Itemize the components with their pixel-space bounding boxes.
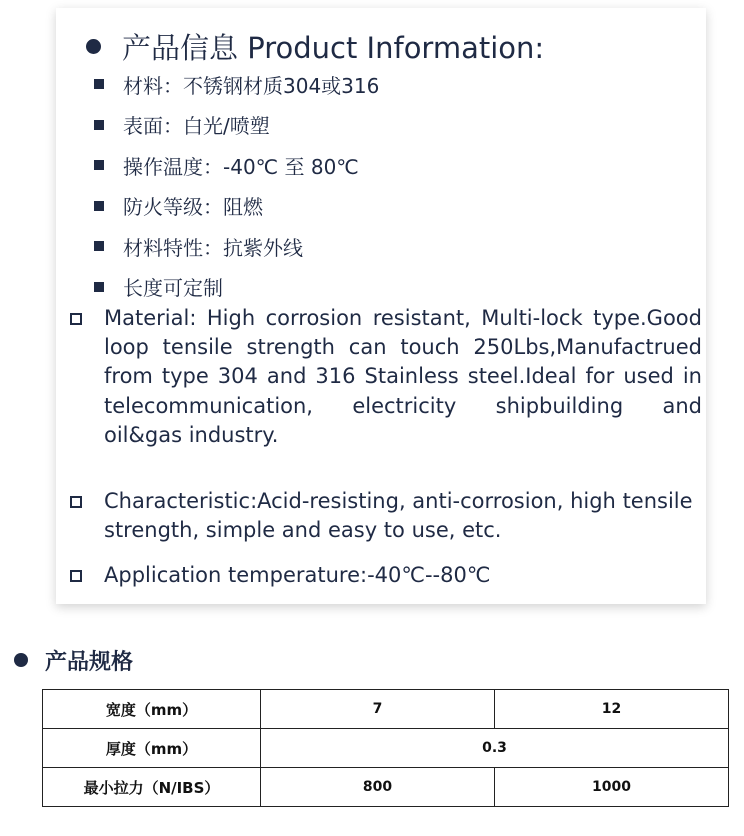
spec-value-cell: 0.3 [261, 729, 729, 768]
bullet-dot-icon [86, 39, 101, 54]
spec-table [42, 689, 729, 807]
spec-label-cell: 宽度（mm） [43, 690, 261, 729]
square-bullet-icon [94, 201, 104, 211]
table-row [43, 729, 729, 768]
spec-value-cell: 1000 [495, 768, 729, 807]
spec-label-cell: 最小拉力（N/IBS） [43, 768, 261, 807]
feature-text: 防火等级：阻燃 [123, 195, 263, 220]
english-paragraph-characteristic [70, 487, 702, 545]
english-paragraph-material [70, 304, 702, 450]
square-bullet-icon [94, 120, 104, 130]
feature-text: 表面：白光/喷塑 [123, 114, 270, 139]
square-bullet-icon [94, 160, 104, 170]
paragraph-line: tensile strength, simple and easy to use, etc. [104, 489, 693, 543]
chinese-feature-list [94, 64, 379, 307]
paragraph-line: Stainless steel.Ideal for used in [364, 364, 702, 389]
list-item [94, 145, 379, 186]
feature-text: 材料特性：抗紫外线 [123, 235, 303, 260]
bullet-dot-icon [14, 653, 28, 667]
spec-value-cell: 12 [495, 690, 729, 729]
spec-value-cell: 800 [261, 768, 495, 807]
spec-title: 产品规格 [45, 649, 134, 675]
feature-text: 材料：不锈钢材质304或316 [123, 73, 380, 98]
list-item [94, 186, 379, 227]
list-item [94, 226, 379, 267]
table-row [43, 768, 729, 807]
paragraph-line: Characteristic:Acid-resisting, anti-corrosion, high [104, 489, 616, 513]
list-item [94, 64, 379, 105]
product-info-heading [86, 24, 544, 68]
paragraph-line: Application temperature:-40℃--80℃ [104, 563, 491, 587]
square-bullet-icon [94, 241, 104, 251]
hollow-square-bullet-icon [70, 496, 82, 508]
paragraph-line: oil&gas industry. [104, 422, 279, 447]
hollow-square-bullet-icon [70, 313, 82, 325]
product-info-title: 产品信息 Product Information: [122, 30, 545, 65]
list-item [94, 105, 379, 146]
english-paragraph-temperature [70, 561, 702, 590]
hollow-square-bullet-icon [70, 570, 82, 582]
spec-heading [14, 640, 133, 680]
table-row [43, 690, 729, 729]
paragraph-line: 250Lbs,Manufactrued from type 304 and 316 [104, 335, 702, 389]
paragraph-line: telecommunication, electricity shipbuilding and [104, 393, 702, 418]
square-bullet-icon [94, 79, 104, 89]
spec-value-cell: 7 [261, 690, 495, 729]
product-info-card [56, 8, 706, 604]
paragraph-line: type.Good loop tensile strength can touch [104, 306, 702, 360]
spec-label-cell: 厚度（mm） [43, 729, 261, 768]
feature-text: 长度可定制 [123, 276, 223, 301]
square-bullet-icon [94, 282, 104, 292]
list-item [94, 267, 379, 308]
feature-text: 操作温度：-40℃ 至 80℃ [123, 154, 359, 179]
paragraph-line: Material: High corrosion resistant, Multi-lock [104, 306, 583, 330]
